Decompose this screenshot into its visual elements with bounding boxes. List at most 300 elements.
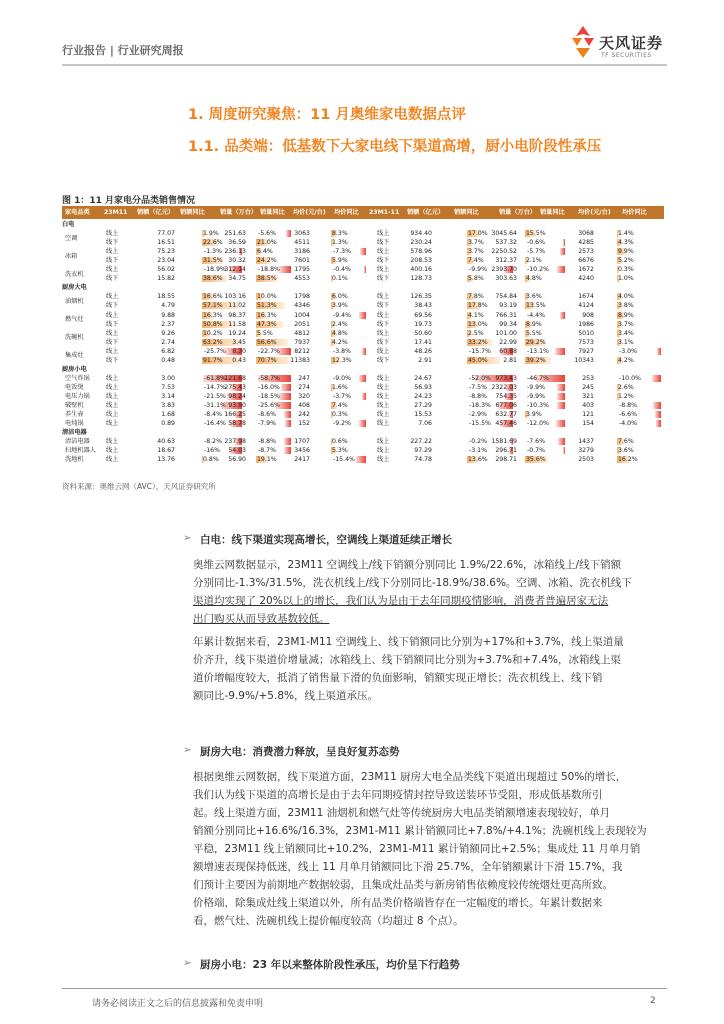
table-value: 34.75	[228, 275, 246, 283]
table-pct: -9.9%	[469, 266, 487, 274]
table-pct: 4.1%	[468, 311, 484, 319]
table-value: 1.68	[161, 411, 175, 419]
table-value: 11383	[290, 356, 310, 364]
table-pct: 10.0%	[257, 293, 277, 301]
table-pct: 13.6%	[468, 456, 488, 464]
header-rule	[62, 64, 667, 66]
table-channel: 线上	[106, 420, 119, 428]
table-value: 7.06	[418, 420, 432, 428]
table-bar	[563, 447, 565, 454]
table-pct: -9.9%	[527, 383, 545, 391]
heading-1-1: 1.1. 品类端：低基数下大家电线下渠道高增，厨小电阶段性承压	[188, 139, 602, 155]
table-category: 空调	[65, 234, 78, 242]
table-value: 251.63	[224, 230, 246, 238]
table-value: 线上	[377, 293, 390, 301]
table-pct: -7.9%	[258, 420, 276, 428]
table-channel: 线下	[106, 257, 119, 265]
table-value: 7601	[294, 257, 310, 265]
table-pct: -31.1%	[204, 402, 226, 409]
table-pct: -0.4%	[333, 266, 351, 274]
table-bar	[555, 348, 565, 355]
table-pct: -3.1%	[469, 447, 487, 455]
table-value: 632.77	[495, 411, 517, 419]
table-pct: 45.0%	[468, 356, 488, 364]
table-value: 线上	[377, 248, 390, 256]
table-category: 清洁电器	[65, 438, 90, 446]
table-header-cell: 销额（亿元）	[137, 209, 175, 216]
report-header: 行业报告 | 行业研究周报	[62, 44, 184, 57]
table-value: 2.81	[503, 356, 517, 364]
table-value: 320	[298, 392, 310, 400]
table-value: 230.24	[410, 239, 432, 247]
table-channel: 线上	[106, 438, 119, 446]
table-value: 101.00	[495, 329, 517, 337]
table-pct: 3.6%	[618, 447, 634, 455]
table-pct: -8.6%	[258, 411, 276, 419]
table-pct: -21.5%	[204, 392, 226, 400]
table-pct: 33.2%	[468, 338, 488, 346]
table-value: 3045.64	[491, 230, 517, 238]
table-value: 2573	[578, 248, 594, 256]
table-value: 99.34	[499, 320, 517, 328]
table-value: 237.98	[224, 438, 246, 446]
table-value: 38.43	[414, 302, 432, 310]
table-channel: 线上	[106, 456, 119, 464]
table-pct: 22.6%	[203, 239, 223, 247]
table-value: 线下	[377, 257, 390, 265]
table-value: 线上	[377, 438, 390, 446]
table-pct: -18.5%	[258, 392, 280, 400]
table-value: 103.16	[224, 293, 246, 301]
table-value: 4124	[578, 302, 594, 310]
table-channel: 线上	[106, 230, 119, 238]
table-pct: 4.2%	[618, 356, 634, 364]
table-value: 线上	[377, 456, 390, 464]
table-value: 24.23	[414, 392, 432, 400]
table-pct: -52.0%	[469, 374, 491, 382]
table-value: 8212	[294, 347, 310, 355]
table-pct: -0.6%	[527, 239, 545, 247]
table-value: 线上	[377, 392, 390, 400]
table-value: 线下	[377, 302, 390, 310]
table-value: 7.53	[161, 383, 175, 391]
table-category: 养生壶	[65, 411, 84, 419]
table-pct: 5.3%	[332, 447, 348, 455]
table-value: 274	[298, 383, 310, 391]
table-value: 4.79	[161, 302, 175, 310]
table-value: 1674	[578, 293, 594, 301]
table-value: 56.90	[228, 456, 246, 464]
table-header-cell: 销额同比	[180, 209, 205, 216]
table-pct: 4.8%	[332, 329, 348, 337]
table-pct: 29.2%	[526, 338, 546, 346]
table-value: 27.29	[414, 402, 432, 409]
table-header-cell: 均价(元/台)	[578, 209, 611, 216]
table-pct: 3.9%	[332, 302, 348, 310]
table-channel: 线上	[106, 347, 119, 355]
table-bar	[356, 456, 366, 463]
table-value: 36.59	[228, 239, 246, 247]
table-pct: 6.4%	[257, 248, 273, 256]
table-pct: 1.6%	[332, 383, 348, 391]
table-value: 152	[298, 420, 310, 428]
table-pct: 17.8%	[468, 302, 488, 310]
table-value: 2051	[294, 320, 310, 328]
table-value: 298.71	[495, 456, 517, 464]
table-value: 321	[582, 392, 594, 400]
table-value: 1437	[578, 438, 594, 446]
table-value: 17.41	[414, 338, 432, 346]
table-value: 3.14	[161, 392, 175, 400]
table-header-band	[62, 206, 664, 219]
table-pct: 3.8%	[618, 302, 634, 310]
table-value: 253	[582, 374, 594, 382]
table-pct: -46.7%	[527, 374, 549, 382]
logo-name: 天风证券	[599, 34, 664, 52]
table-channel: 线上	[106, 402, 119, 409]
table-value: 7573	[578, 338, 594, 346]
table-value: 1707	[294, 438, 310, 446]
table-value: 线下	[377, 239, 390, 247]
table-header-cell: 销量（万台）	[220, 209, 258, 216]
table-value: 18.67	[157, 447, 175, 455]
table-pct: -10.3%	[527, 402, 549, 409]
table-value: 3.00	[161, 374, 175, 382]
table-value: 4240	[578, 275, 594, 283]
table-value: 247	[298, 374, 310, 382]
table-pct: 16.3%	[257, 311, 277, 319]
table-pct: 10.2%	[203, 329, 223, 337]
table-value: 578.96	[410, 248, 432, 256]
table-pct: -4.0%	[619, 420, 637, 428]
table-header-cell: 销量（万台）	[499, 209, 537, 216]
table-bar	[359, 312, 366, 319]
table-channel: 线下	[106, 356, 119, 364]
table-pct: 63.2%	[203, 338, 223, 346]
table-pct: 3.7%	[468, 248, 484, 256]
table-category: 空气炸锅	[65, 374, 90, 382]
table-pct: 5.5%	[526, 329, 542, 337]
table-pct: 50.8%	[203, 320, 223, 328]
figure-caption: 图 1：11 月家电分品类销售情况	[62, 196, 196, 206]
table-value: 312.14	[224, 266, 246, 274]
arrow-icon: ➢	[183, 957, 192, 969]
table-bar	[360, 248, 366, 255]
table-value: 线上	[377, 266, 390, 274]
table-header-cell: 销量同比	[540, 209, 565, 216]
table-category: 电压力锅	[65, 392, 90, 400]
table-value: 4511	[294, 239, 310, 247]
table-pct: -10.0%	[619, 374, 641, 382]
table-category: 冰箱	[65, 252, 78, 260]
table-section-label: 清洁电器	[62, 429, 87, 437]
table-section-label: 白电	[62, 221, 75, 228]
table-pct: -15.4%	[333, 456, 355, 464]
section-title-kitchen-large: ➢ 厨房大电：消费潜力释放，呈良好复苏态势	[183, 744, 400, 758]
table-bar	[656, 420, 661, 427]
table-bar	[359, 375, 366, 382]
table-value: 线上	[377, 420, 390, 428]
table-value: 9.88	[161, 311, 175, 319]
sales-table	[62, 206, 664, 476]
table-header-cell: 销额（亿元）	[407, 209, 445, 216]
table-bar	[563, 239, 565, 246]
table-pct: 47.3%	[257, 320, 277, 328]
table-pct: 19.1%	[257, 456, 277, 464]
table-value: 线上	[377, 230, 390, 238]
table-value: 7927	[578, 347, 594, 355]
table-channel: 线上	[106, 293, 119, 301]
table-header-cell: 23M1-11	[369, 209, 400, 216]
table-value: 166.25	[224, 411, 246, 419]
table-value: 74.78	[414, 456, 432, 464]
table-pct: -8.4%	[204, 411, 222, 419]
footer-disclaimer: 请务必阅读正文之后的信息披露和免责申明	[92, 999, 264, 1009]
table-value: 19.73	[414, 320, 432, 328]
table-value: 121	[582, 411, 594, 419]
table-pct: 7.4%	[468, 257, 484, 265]
section-title-kitchen-small: ➢ 厨房小电：23 年以来整体阶段性承压，均价呈下行趋势	[183, 957, 460, 971]
table-pct: 5.8%	[468, 275, 484, 283]
table-value: 973.43	[495, 374, 517, 382]
table-pct: 7.8%	[468, 293, 484, 301]
table-pct: 4.3%	[618, 239, 634, 247]
table-pct: -15.5%	[469, 420, 491, 428]
table-value: 537.32	[495, 239, 517, 247]
table-pct: 5.2%	[618, 257, 634, 265]
table-pct: -9.0%	[333, 374, 351, 382]
table-header-cell: 23M11	[104, 209, 128, 216]
table-pct: -8.8%	[619, 402, 637, 409]
table-pct: 8.9%	[526, 320, 542, 328]
table-value: 677.06	[495, 402, 517, 409]
table-bar	[560, 248, 565, 255]
table-value: 线上	[377, 347, 390, 355]
logo-en: TF SECURITIES	[601, 52, 652, 59]
table-pct: -58.7%	[258, 374, 280, 382]
table-category: 燃气灶	[65, 316, 84, 323]
table-value: 766.31	[495, 311, 517, 319]
table-category: 洗地机	[65, 456, 84, 464]
table-channel: 线上	[106, 248, 119, 256]
table-value: 93.90	[228, 402, 246, 409]
table-value: 2250.52	[491, 248, 517, 256]
table-value: 2393.70	[491, 266, 517, 274]
table-bar	[364, 266, 366, 273]
table-pct: -25.7%	[204, 347, 226, 355]
paragraph-kitchen-large: 根据奥维云网数据，线下渠道方面，23M11 厨房大电全品类线下渠道出现超过 50%的增长， 我们认为线下渠道的高增长是由于去年同期疫情封控导致送装环节受阻，形成低基数所引 起。线上渠道方面，23M11 油烟机和燃气灶等传统厨房大电品类销额增速表现较好，单月 销额分别同比+16.6%/16.3%，23M1-M11 累计销额同比+7.8%/+4.1%；洗碗机线上表现较为 平稳，23M11 线上销额同比+10.2%，23M1-M11 累计销额同比+2.5%；集成灶 11 月单月销 额增速表现保持低迷，线上 11 月单月销额同比下滑 25.7%，全年销额累计下滑 15.7%，我 们预计主要因为前期地产数据较弱，且集成灶品类与新房销售依赖度较传统烟灶更高所致。 价格端，除集成灶线上渠道以外，所有品类价格端皆存在一定幅度的增长。年累计数据来 看，燃气灶、洗碗机线上提价幅度较高（均超过 8 个点）。	[193, 771, 647, 927]
table-value: 11.58	[228, 320, 246, 328]
table-value: 3063	[294, 230, 310, 238]
table-value: 98.24	[228, 392, 246, 400]
table-pct: -7.3%	[333, 248, 351, 256]
table-value: 线上	[377, 383, 390, 391]
table-pct: -9.2%	[333, 420, 351, 428]
table-pct: 21.0%	[257, 239, 277, 247]
table-value: 线下	[377, 356, 390, 364]
table-value: 56.93	[414, 383, 432, 391]
table-pct: 8.3%	[332, 230, 348, 238]
table-pct: 5.5%	[257, 329, 273, 337]
table-value: 2322.03	[491, 383, 517, 391]
table-channel: 线上	[106, 383, 119, 391]
table-value: 6.82	[161, 347, 175, 355]
arrow-icon: ➢	[183, 744, 192, 756]
table-pct: 3.7%	[618, 320, 634, 328]
table-value: 236.13	[224, 248, 246, 256]
table-value: 9.26	[161, 329, 175, 337]
table-value: 3068	[578, 230, 594, 238]
table-header-cell: 家电品类	[65, 209, 90, 216]
table-value: 1795	[294, 266, 310, 274]
table-value: 18.55	[157, 293, 175, 301]
section-title-white-goods: ➢ 白电：线下渠道实现高增长，空调线上渠道延续正增长	[183, 532, 452, 546]
table-value: 5010	[578, 329, 594, 337]
table-pct: 1.0%	[618, 275, 634, 283]
table-category: 电炖锅	[65, 420, 84, 428]
table-value: 1798	[294, 293, 310, 301]
footer-rule	[62, 988, 667, 989]
table-value: 线上	[377, 411, 390, 419]
table-value: 30.32	[228, 257, 246, 265]
table-bar	[556, 420, 565, 427]
table-value: 3279	[578, 447, 594, 455]
table-pct: 4.0%	[618, 293, 634, 301]
paragraph-white-goods-2: 年累计数据来看，23M1-M11 空调线上、线下销额同比分别为+17%和+3.7%，线上渠道量 价齐升，线下渠道价增量减；冰箱线上、线下销额同比分别为+3.7%和+7.4%，冰箱线上渠 道价增幅度较大，抵消了销售量下滑的负面影响，销额实现正增长；洗衣机线上、线下销 额同比-9.9%/+5.8%，线上渠道承压。	[193, 636, 624, 702]
table-value: 75.23	[157, 248, 175, 256]
table-pct: 57.1%	[203, 302, 223, 310]
table-section-label: 厨房大电	[62, 284, 87, 292]
table-category: 油烟机	[65, 297, 84, 305]
table-pct: -0.2%	[469, 438, 487, 446]
table-pct: 4.8%	[526, 275, 542, 283]
table-header-cell: 均价同比	[622, 209, 647, 216]
table-pct: 51.3%	[257, 302, 277, 310]
logo-icon	[570, 26, 596, 58]
table-value: 1581.69	[491, 438, 517, 446]
table-bar	[657, 348, 661, 355]
table-pct: -16.4%	[204, 420, 226, 428]
table-value: 97.29	[414, 447, 432, 455]
table-pct: 2.1%	[526, 257, 542, 265]
table-pct: -14.7%	[204, 383, 226, 391]
table-value: 403	[582, 402, 594, 409]
table-pct: 3.4%	[618, 329, 634, 337]
table-value: 1672	[578, 266, 594, 274]
table-category: 洗碗机	[65, 334, 84, 342]
table-pct: 16.2%	[618, 456, 638, 464]
table-value: 线下	[377, 338, 390, 346]
table-value: 23.04	[157, 257, 175, 265]
table-pct: -8.2%	[204, 438, 222, 446]
table-category: 扫地机器人	[65, 447, 96, 455]
table-value: 754.84	[495, 293, 517, 301]
table-pct: 3.7%	[468, 239, 484, 247]
table-pct: 16.6%	[203, 293, 223, 301]
table-pct: -8.8%	[258, 438, 276, 446]
table-value: 128.73	[410, 275, 432, 283]
table-pct: -5.6%	[258, 230, 276, 238]
table-value: 296.71	[495, 447, 517, 455]
table-pct: 6.0%	[332, 293, 348, 301]
table-pct: 1.4%	[618, 230, 634, 238]
table-pct: 12.3%	[332, 356, 352, 364]
table-pct: -61.8%	[204, 374, 226, 382]
table-channel: 线上	[106, 311, 119, 319]
table-channel: 线上	[106, 266, 119, 274]
table-value: 2503	[578, 456, 594, 464]
table-value: 3456	[294, 447, 310, 455]
table-pct: -18.9%	[204, 266, 226, 274]
table-value: 4285	[578, 239, 594, 247]
table-pct: -1.3%	[204, 248, 222, 256]
table-channel: 线上	[106, 392, 119, 400]
table-value: 16.51	[157, 239, 175, 247]
table-bar	[652, 375, 661, 382]
table-value: 7937	[294, 338, 310, 346]
table-pct: -16%	[204, 447, 220, 455]
table-value: 线下	[377, 275, 390, 283]
table-pct: -2.9%	[469, 411, 487, 419]
table-value: 50.60	[414, 329, 432, 337]
table-value: 1004	[294, 311, 310, 319]
table-pct: 3.9%	[526, 411, 542, 419]
table-pct: 91.7%	[203, 356, 223, 364]
table-pct: 16.3%	[203, 311, 223, 319]
table-pct: -7.6%	[527, 438, 545, 446]
table-value: 58.78	[228, 420, 246, 428]
table-value: 457.46	[495, 420, 517, 428]
table-value: 754.35	[495, 392, 517, 400]
table-value: 11.02	[228, 302, 246, 310]
table-bar	[655, 411, 661, 418]
table-pct: -15.7%	[469, 347, 491, 355]
table-value: 0.43	[232, 356, 246, 364]
table-pct: 70.7%	[257, 356, 277, 364]
table-value: 15.82	[157, 275, 175, 283]
table-pct: 38.6%	[203, 275, 223, 283]
table-bar	[557, 266, 565, 273]
table-value: 10343	[574, 356, 594, 364]
table-header-cell: 均价同比	[334, 209, 359, 216]
table-value: 3186	[294, 248, 310, 256]
table-channel: 线下	[106, 320, 119, 328]
table-value: 线上	[377, 402, 390, 409]
table-section-label: 厨房小电	[62, 365, 87, 373]
table-pct: 4.2%	[332, 338, 348, 346]
table-bar	[557, 402, 565, 409]
table-pct: 15.5%	[526, 230, 546, 238]
table-pct: 1.9%	[203, 230, 219, 238]
table-channel: 线下	[106, 302, 119, 310]
table-pct: -7.5%	[469, 383, 487, 391]
heading-1: 1. 周度研究聚焦：11 月奥维家电数据点评	[188, 107, 466, 123]
table-value: 77.07	[157, 230, 175, 238]
table-pct: -3.7%	[333, 392, 351, 400]
table-bar	[362, 348, 366, 355]
table-bar	[362, 393, 366, 400]
table-pct: 8.9%	[618, 311, 634, 319]
table-pct: -8.8%	[469, 392, 487, 400]
table-pct: 0.6%	[332, 438, 348, 446]
table-value: 15.53	[414, 411, 432, 419]
table-value: 线上	[377, 311, 390, 319]
table-pct: 3.1%	[618, 338, 634, 346]
table-value: 40.63	[157, 438, 175, 446]
table-channel: 线上	[106, 329, 119, 337]
table-value: 242	[298, 411, 310, 419]
table-value: 24.67	[414, 374, 432, 382]
